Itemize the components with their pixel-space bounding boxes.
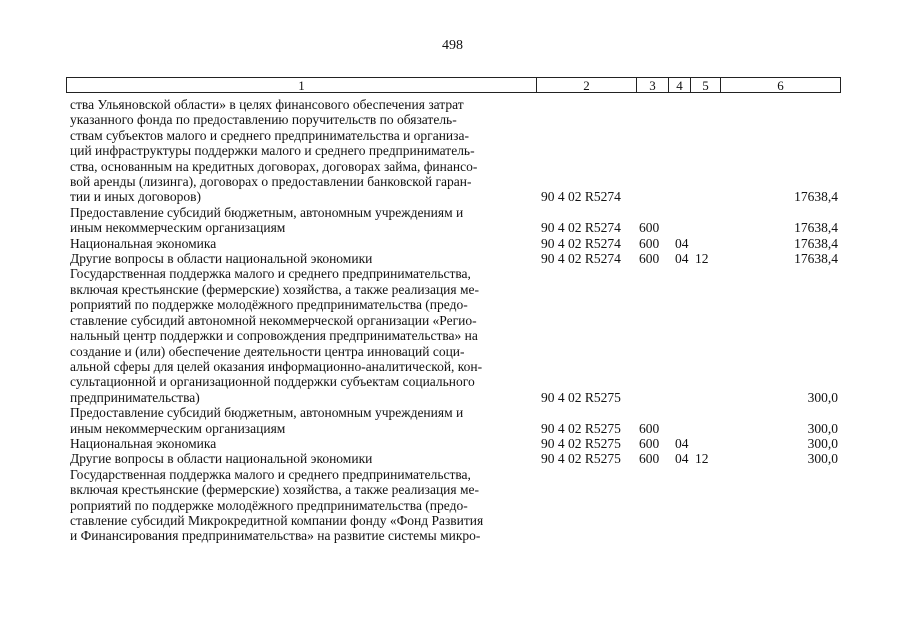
row-amount: 17638,4 [794,251,838,267]
section-code: 04 [675,451,689,467]
row-description [70,236,532,251]
description-line: сультационной и организационной поддержки субъектам социального [70,374,475,390]
description-line: Другие вопросы в области национальной экономики [70,451,373,467]
description-line: ставление субсидий автономной некоммерческой организации «Регио- [70,312,477,328]
description-line: создание и (или) обеспечение деятельности центра инноваций соци- [70,343,465,359]
description-line: ций инфраструктуры поддержки малого и среднего предприниматель- [70,143,475,159]
description-line: ствам субъектов малого и среднего предпринимательства и организа- [70,127,469,143]
description-line: Государственная поддержка малого и среднего предпринимательства, [70,466,471,482]
section-code: 04 [675,435,689,451]
table-row [70,236,850,251]
expense-type-code: 600 [639,435,660,451]
header-col-4: 4 [669,78,691,92]
target-article-code: 90 4 02 R5274 [541,220,621,236]
description-line: иным некоммерческим организациям [70,220,286,236]
description-line: нальный центр поддержки и сопровождения предпринимательства» на [70,328,478,344]
row-amount: 300,0 [807,389,838,405]
description-line: указанного фонда по предоставлению поручительств по обязатель- [70,112,457,128]
description-line: роприятий по поддержке молодёжного предпринимательства (предо- [70,297,468,313]
expense-type-code: 600 [639,235,660,251]
subsection-code: 12 [695,451,709,467]
budget-table-body [70,97,850,544]
row-description [70,436,532,451]
table-row [70,451,850,466]
row-codes [541,189,723,204]
description-line: роприятий по поддержке молодёжного предпринимательства (предо- [70,497,468,513]
page-number: 498 [442,38,463,53]
expense-type-code: 600 [639,420,660,436]
row-amount: 17638,4 [794,189,838,205]
target-article-code: 90 4 02 R5274 [541,235,621,251]
expense-type-code: 600 [639,451,660,467]
row-codes [541,236,723,251]
description-line: ставление субсидий Микрокредитной компании фонду «Фонд Развития [70,512,484,528]
description-line: тии и иных договоров) [70,189,201,205]
row-description [70,205,532,236]
description-line: Национальная экономика [70,435,217,451]
row-description [70,97,532,205]
table-header [66,77,841,93]
description-line: Государственная поддержка малого и среднего предпринимательства, [70,266,471,282]
row-codes [541,220,723,235]
description-line: ства, основанным на кредитных договорах, договорах займа, финансо- [70,158,478,174]
description-line: Предоставление субсидий бюджетным, автономным учреждениям и [70,405,464,421]
description-line: альной сферы для целей оказания информационно-аналитической, кон- [70,358,483,374]
subsection-code: 12 [695,251,709,267]
description-line: и Финансирования предпринимательства» на развитие системы микро- [70,528,481,544]
target-article-code: 90 4 02 R5275 [541,451,621,467]
expense-type-code: 600 [639,251,660,267]
row-codes [541,251,723,266]
description-line: ства Ульяновской области» в целях финансового обеспечения затрат [70,97,464,112]
description-line: вой аренды (лизинга), договорах о предоставлении банковской гаран- [70,174,472,190]
description-line: Предоставление субсидий бюджетным, автономным учреждениям и [70,204,464,220]
table-row [70,436,850,451]
header-col-6: 6 [777,78,784,93]
expense-type-code: 600 [639,220,660,236]
row-amount: 17638,4 [794,220,838,236]
table-row [70,97,850,205]
description-line: включая крестьянские (фермерские) хозяйства, а также реализация ме- [70,281,480,297]
section-code: 04 [675,251,689,267]
row-description [70,251,532,266]
table-row [70,266,850,405]
target-article-code: 90 4 02 R5274 [541,251,621,267]
row-codes [541,390,723,405]
description-line: включая крестьянские (фермерские) хозяйства, а также реализация ме- [70,482,480,498]
row-amount: 300,0 [807,420,838,436]
row-codes [541,451,723,466]
row-codes [541,528,723,543]
row-amount: 300,0 [807,451,838,467]
header-col-2: 2 [537,78,637,92]
target-article-code: 90 4 02 R5275 [541,435,621,451]
description-line: Национальная экономика [70,235,217,251]
row-codes [541,421,723,436]
header-col-1: 1 [67,78,537,92]
description-line: предпринимательства) [70,389,200,405]
row-amount: 17638,4 [794,235,838,251]
header-col-3: 3 [637,78,669,92]
table-row [70,405,850,436]
header-col-5: 5 [691,78,721,92]
row-description [70,451,532,466]
table-row [70,251,850,266]
row-description [70,405,532,436]
description-line: Другие вопросы в области национальной экономики [70,251,373,267]
row-description [70,467,532,544]
row-amount: 300,0 [807,435,838,451]
row-description [70,266,532,405]
table-row [70,205,850,236]
target-article-code: 90 4 02 R5274 [541,189,621,205]
description-line: иным некоммерческим организациям [70,420,286,436]
target-article-code: 90 4 02 R5275 [541,420,621,436]
section-code: 04 [675,235,689,251]
row-codes [541,436,723,451]
table-row [70,467,850,544]
target-article-code: 90 4 02 R5275 [541,389,621,405]
